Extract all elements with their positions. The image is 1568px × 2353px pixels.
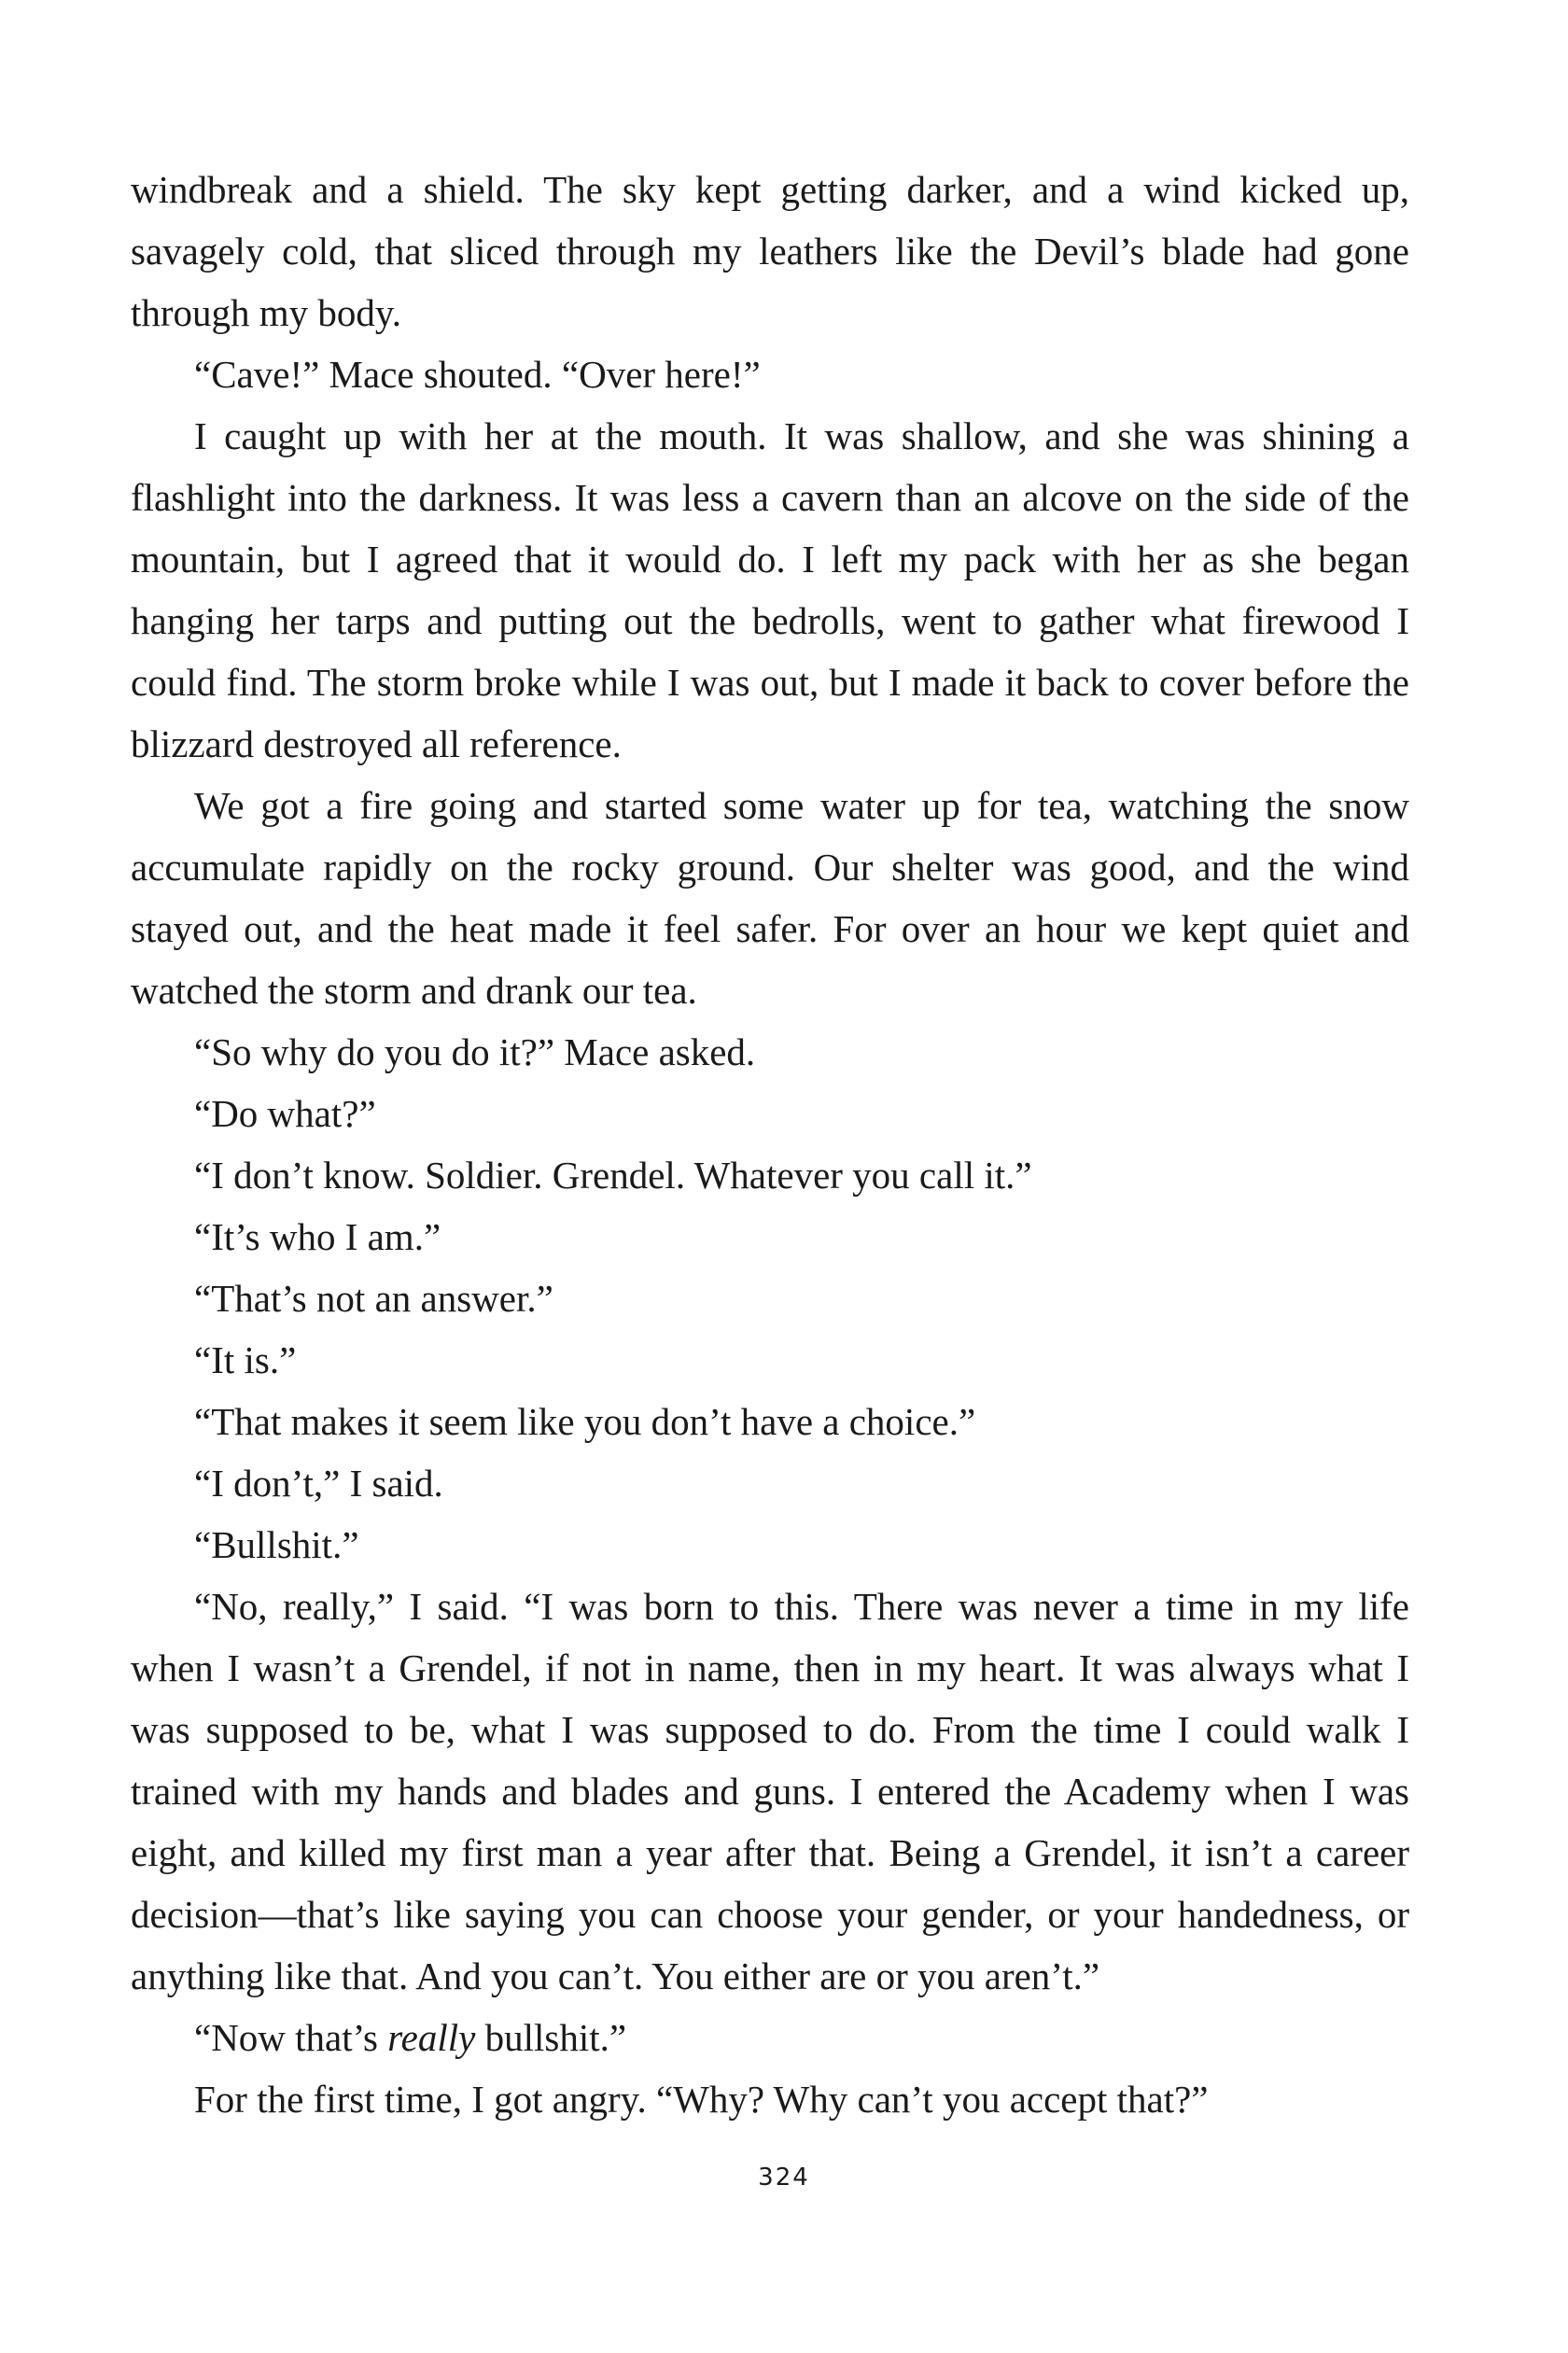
paragraph: “Cave!” Mace shouted. “Over here!” bbox=[194, 353, 761, 396]
paragraph: “No, really,” I said. “I was born to this. There was never a time in my life when I wasn’t a Grendel, if not in name, then in my heart. It was always what I was supposed to be, what I was supposed to do. From the time I could walk I trained with my hands and blades and guns. I entered the Academy when I was eight, and killed my first man a year after that. Being a Grendel, it isn’t a career decision—that’s like saying you can choose your gender, or your handedness, or anything like that. And you can’t. You either are or you aren’t.” bbox=[131, 1585, 1409, 1997]
emphasis-italic-word: really bbox=[387, 2016, 476, 2059]
dialogue-line-emphasis bbox=[131, 2007, 1409, 2068]
page-number: 324 bbox=[758, 2164, 810, 2192]
paragraph: We got a fire going and started some water up for tea, watching the snow accumulate rapidly on the rocky ground. Our shelter was good, and the wind stayed out, and the heat made it feel safer. For over an hour we kept quiet and watched the storm and drank our tea. bbox=[131, 784, 1409, 1012]
book-page-body bbox=[131, 159, 1409, 2130]
paragraph: windbreak and a shield. The sky kept getting darker, and a wind kicked up, savagely cold, that sliced through my leathers like the Devil’s blade had gone through my body. bbox=[131, 168, 1409, 334]
dialogue-line: “It is.” bbox=[194, 1338, 297, 1381]
dialogue-line: “So why do you do it?” Mace asked. bbox=[194, 1030, 756, 1073]
paragraph: I caught up with her at the mouth. It was shallow, and she was shining a flashlight into the darkness. It was less a cavern than an alcove on the side of the mountain, but I agreed that it would do. I left my pack with her as she began hanging her tarps and putting out the bedrolls, went to gather what firewood I could find. The storm broke while I was out, but I made it back to cover before the blizzard destroyed all reference. bbox=[131, 414, 1409, 765]
paragraph: For the first time, I got angry. “Why? Why can’t you accept that?” bbox=[194, 2078, 1209, 2121]
emphasis-before: “Now that’s bbox=[194, 2016, 388, 2059]
dialogue-line: “It’s who I am.” bbox=[194, 1215, 441, 1258]
emphasis-after: bullshit.” bbox=[475, 2016, 627, 2059]
dialogue-line: “That’s not an answer.” bbox=[194, 1277, 553, 1320]
dialogue-line: “I don’t,” I said. bbox=[194, 1462, 443, 1505]
dialogue-line: “I don’t know. Soldier. Grendel. Whatever you call it.” bbox=[194, 1154, 1032, 1197]
dialogue-line: “Do what?” bbox=[194, 1092, 376, 1135]
dialogue-line: “That makes it seem like you don’t have a choice.” bbox=[194, 1400, 976, 1443]
dialogue-line: “Bullshit.” bbox=[194, 1523, 359, 1566]
